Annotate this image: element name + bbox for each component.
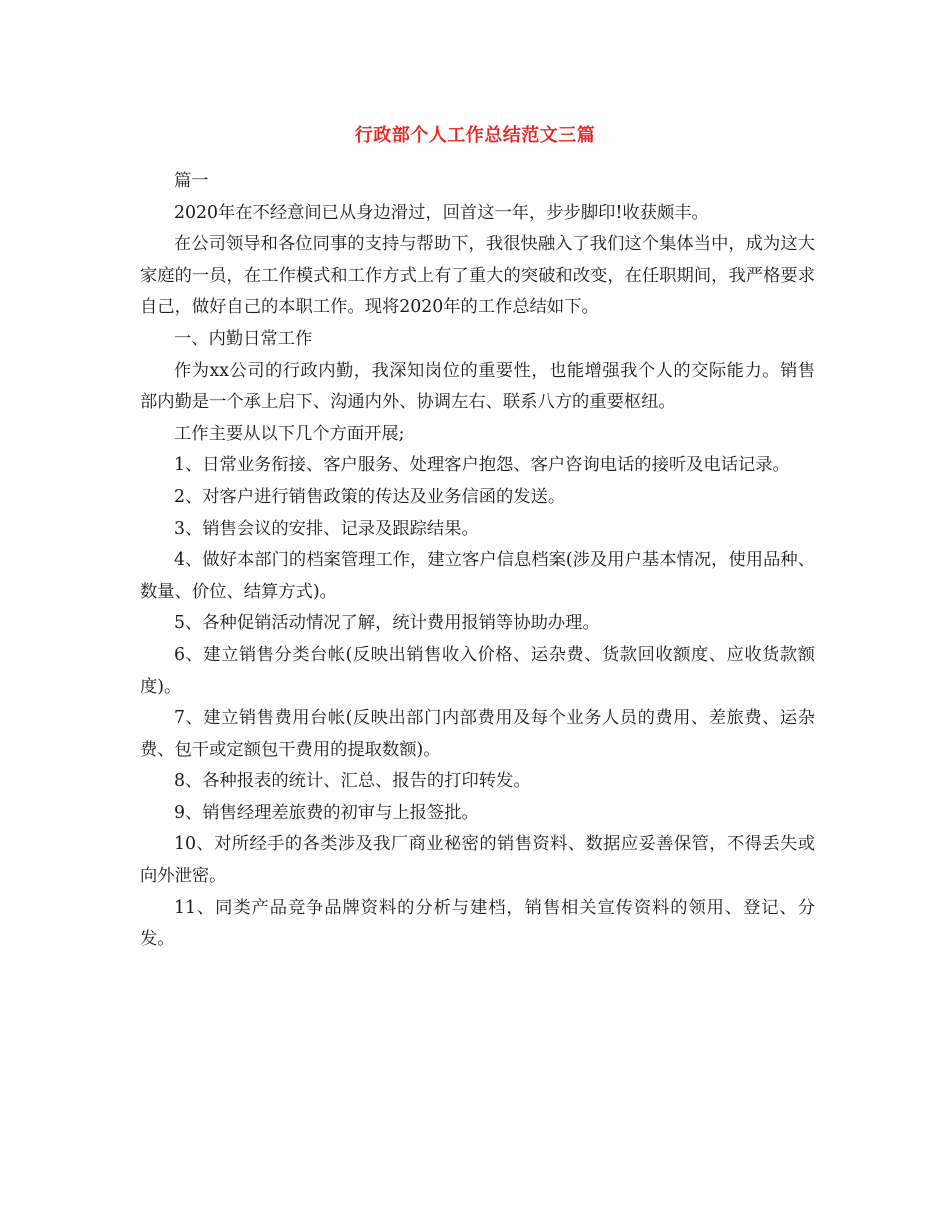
list-item: 8、各种报表的统计、汇总、报告的打印转发。: [174, 771, 531, 792]
paragraph-heading: 一、内勤日常工作: [174, 328, 313, 349]
list-item: 2、对客户进行销售政策的传达及业务信函的发送。: [174, 486, 566, 507]
list-item: 9、销售经理差旅费的初审与上报签批。: [174, 802, 479, 823]
list-item: 5、各种促销活动情况了解，统计费用报销等协助办理。: [174, 613, 600, 634]
list-item: 4、做好本部门的档案管理工作，建立客户信息档案(涉及用户基本情况，使用品种、数量、价位、结算方式)。: [140, 550, 815, 602]
paragraph: 在公司领导和各位同事的支持与帮助下，我很快融入了我们这个集体当中，成为这大家庭的一员，在工作模式和工作方式上有了重大的突破和改变，在任职期间，我严格要求自己，做好自己的本职工作。现将2020年的工作总结如下。: [140, 234, 815, 318]
list-item: 1、日常业务衔接、客户服务、处理客户抱怨、客户咨询电话的接听及电话记录。: [174, 455, 790, 476]
paragraph-section-label: 篇一: [174, 171, 209, 191]
paragraph: 2020年在不经意间已从身边滑过，回首这一年，步步脚印!收获颇丰。: [174, 202, 709, 223]
list-item: 3、销售会议的安排、记录及跟踪结果。: [174, 518, 479, 539]
paragraph: 作为xx公司的行政内勤，我深知岗位的重要性，也能增强我个人的交际能力。销售部内勤是一个承上启下、沟通内外、协调左右、联系八方的重要枢纽。: [140, 360, 815, 413]
list-item: 7、建立销售费用台帐(反映出部门内部费用及每个业务人员的费用、差旅费、运杂费、包干或定额包干费用的提取数额)。: [140, 708, 815, 760]
list-item: 11、同类产品竞争品牌资料的分析与建档，销售相关宣传资料的领用、登记、分发。: [140, 897, 815, 950]
paragraph: 工作主要从以下几个方面开展;: [174, 423, 405, 444]
document-title: 行政部个人工作总结范文三篇: [354, 125, 596, 146]
list-item: 6、建立销售分类台帐(反映出销售收入价格、运杂费、货款回收额度、应收货款额度)。: [140, 644, 815, 697]
list-item: 10、对所经手的各类涉及我厂商业秘密的销售资料、数据应妥善保管，不得丢失或向外泄密。: [140, 834, 815, 887]
document-body: [140, 166, 815, 956]
